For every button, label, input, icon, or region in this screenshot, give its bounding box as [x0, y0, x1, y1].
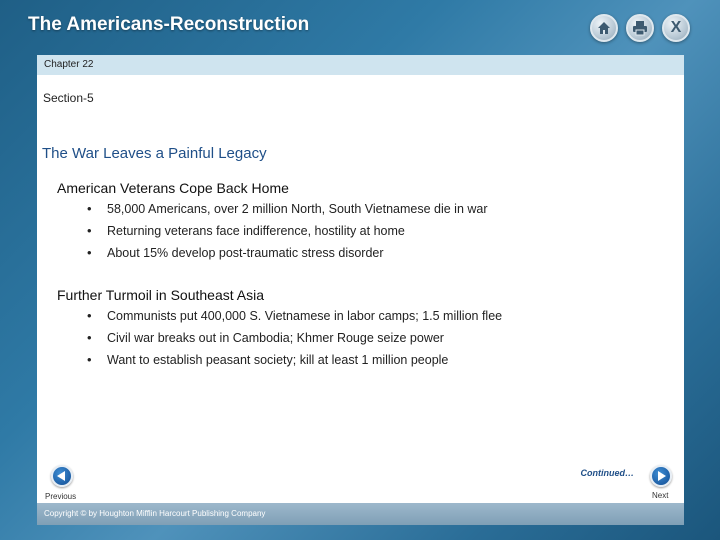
copyright-footer: Copyright © by Houghton Mifflin Harcourt Publishing Company: [37, 503, 684, 525]
content-group: [57, 287, 502, 375]
previous-label[interactable]: Previous: [45, 492, 77, 501]
window-title: The Americans-Reconstruction: [28, 14, 310, 35]
print-button[interactable]: [626, 14, 654, 42]
close-icon: X: [670, 19, 682, 36]
bullet-item: • Want to establish peasant society; kill at least 1 million people: [87, 353, 502, 375]
home-button[interactable]: [590, 14, 618, 42]
previous-button[interactable]: [51, 465, 73, 487]
bullet-list: [57, 202, 488, 268]
bullet-list: [57, 309, 502, 375]
section-label: Section-5: [43, 91, 94, 105]
bullet-item: • Civil war breaks out in Cambodia; Khmer Rouge seize power: [87, 331, 502, 353]
bullet-item: • About 15% develop post-traumatic stress disorder: [87, 246, 488, 268]
chapter-label: Chapter 22: [37, 55, 684, 75]
group-title: American Veterans Cope Back Home: [57, 180, 289, 196]
arrow-right-icon: [658, 471, 666, 481]
slide-panel: [37, 55, 684, 518]
next-label[interactable]: Next: [652, 491, 669, 500]
home-icon: [596, 20, 612, 36]
content-group: [57, 180, 488, 268]
group-title: Further Turmoil in Southeast Asia: [57, 287, 264, 303]
next-button[interactable]: [650, 465, 672, 487]
bullet-item: • Returning veterans face indifference, hostility at home: [87, 224, 488, 246]
bullet-item: • 58,000 Americans, over 2 million North, South Vietnamese die in war: [87, 202, 488, 224]
bullet-item: • Communists put 400,000 S. Vietnamese in labor camps; 1.5 million flee: [87, 309, 502, 331]
slide-heading: The War Leaves a Painful Legacy: [42, 145, 267, 162]
print-icon: [632, 20, 648, 36]
toolbar-icons: [590, 14, 690, 42]
close-button[interactable]: [662, 14, 690, 42]
arrow-left-icon: [57, 471, 65, 481]
continued-label: Continued…: [580, 468, 634, 478]
